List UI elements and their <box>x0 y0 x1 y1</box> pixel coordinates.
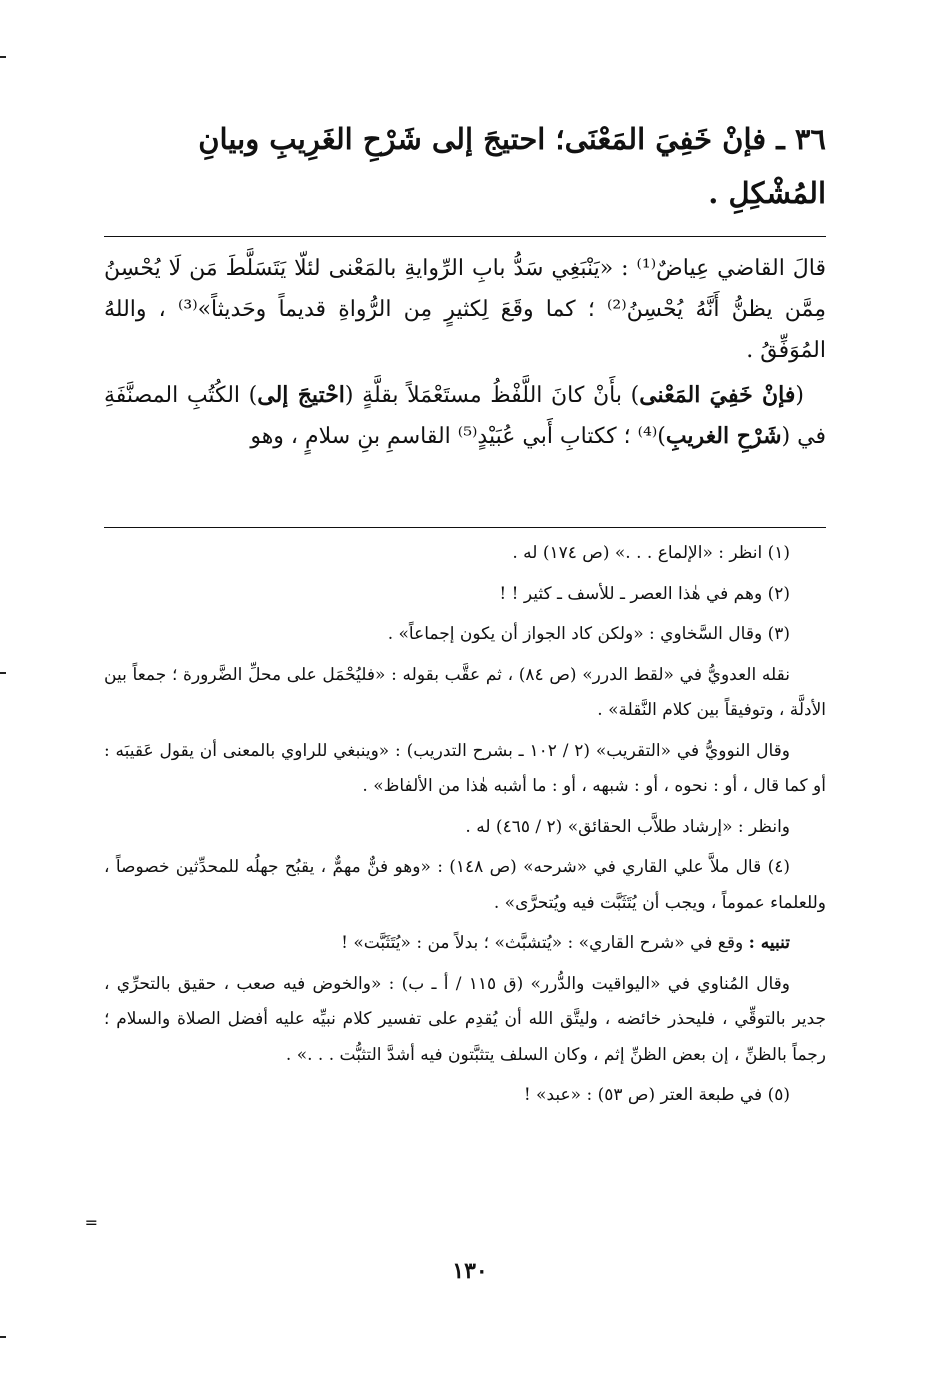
bold-phrase-sharh: شَرْحِ الغريبِ <box>665 423 782 449</box>
main-body <box>104 248 826 461</box>
scan-mark-top <box>0 56 6 58</box>
footnote-3-continued-2: وقال النوويُّ في «التقريب» (٢ / ١٠٢ ـ بشرح التدريب) : «وينبغي للراوي بالمعنى أن يقول عَقيبَه : أو كما قال ، أو : نحوه ، أو : شبهه ، أو : ما أشبه هٰذا من الألفاظ» . <box>104 740 826 796</box>
footnote-2: (٢) وهم في هٰذا العصر ـ للأسف ـ كثير ! ! <box>499 583 790 604</box>
footnote-4-continued: وقال المُناوي في «اليواقيت والدُّرر» (ق ١١٥ / أ ـ ب) : «والخوض فيه صعب ، حقيق بالتحرِّي ، جدير بالتوقِّي ، فليحذر خائضه ، وليتَّق الله أن يُقدِم على تفسير كلام نبيِّه عليه أفضل الصلاة والسلام ؛ رجماً بالظنِّ ، إن بعض الظنِّ إثم ، وكان السلف يتثبَّتون فيه أشدَّ التثبُّت . . .» . <box>104 973 826 1065</box>
footnote-3: (٣) وقال السَّخاوي : «ولكن كاد الجواز أن يكون إجماعاً» . <box>387 624 790 644</box>
note-label: تنبيه : <box>748 933 790 953</box>
footnote-3-continued-3: وانظر : «إرشاد طلاَّب الحقائق» (٢ / ٤٦٥) له . <box>465 816 790 837</box>
footnote-3-continued-1: نقله العدويُّ في «لقط الدرر» (ص ٨٤) ، ثم عقَّب بقوله : «فليُحْمَل على محلِّ الضَّرورة ؛ جمعاً بين الأدلَّة ، وتوفيقاً بين كلام النَّقلة» . <box>104 664 826 720</box>
bold-phrase-uhtija: احْتيجَ إلى <box>257 382 345 408</box>
paragraph-qadi-iyad: قالَ القاضي عِياضٌ⁽¹⁾ : «يَنْبَغِي سَدُّ بابِ الرِّوايةِ بالمَعْنى لئلّا يَتَسَلَّطَ مَن لَا يُحْسِنُ مِمَّن يظنُّ أَنَّهُ يُحْسِنُ⁽²⁾ ؛ كما وقَعَ لِكثيرٍ مِن الرُّواةِ قديماً وحَديثاً»⁽³⁾ ، واللهُ المُوَفِّقُ . <box>104 256 827 363</box>
footnote-4-note: تنبيه : وقع في «شرح القاري» : «يُتشبَّث» ؛ بدلاً من : «يُتَثَبَّت» ! <box>341 933 790 953</box>
footnote-divider <box>104 527 826 528</box>
margin-equals-mark: = <box>84 1213 98 1232</box>
footnote-5: (٥) في طبعة العتر (ص ٥٣) : «عبد» ! <box>523 1085 790 1105</box>
bold-phrase-khafiya: فإنْ خَفِيَ المَعْنى <box>639 382 796 408</box>
heading-line-1: ٣٦ ـ فإنْ خَفِيَ المَعْنَى؛ احتيجَ إلى شَرْحِ الغَرِيبِ وبيانِ <box>198 122 826 156</box>
footnote-1: (١) انظر : «الإلماع . . .» (ص ١٧٤) له . <box>512 543 790 563</box>
paragraph-commentary: (فإنْ خَفِيَ المَعْنى) بأَنْ كانَ اللَّفْظُ مستَعْمَلاً بقلَّةٍ (احْتيجَ إلى) الكُتُبِ المصنَّفَةِ في (شَرْحِ الغريبِ)⁽⁴⁾ ؛ ككتابِ أَبي عُبَيْدٍ⁽⁵⁾ القاسمِ بنِ سلامٍ ، وهو <box>104 382 826 449</box>
heading-line-2: المُشْكِلِ . <box>708 176 826 210</box>
section-heading <box>104 112 826 220</box>
scan-mark-middle <box>0 672 6 674</box>
footnotes <box>104 536 826 1119</box>
footnote-4: (٤) قال ملاَّ علي القاري في «شرحه» (ص ١٤٨) : «وهو فنٌّ مهمٌّ ، يقبُح جهلُه للمحدِّثين خصوصاً ، وللعلماء عموماً ، ويجب أن يُتَثَبَّت فيه ويُتحرَّى» . <box>104 857 826 913</box>
page-number: ١٣٠ <box>452 1258 488 1284</box>
scan-mark-bottom <box>0 1336 6 1338</box>
heading-divider <box>104 236 826 237</box>
